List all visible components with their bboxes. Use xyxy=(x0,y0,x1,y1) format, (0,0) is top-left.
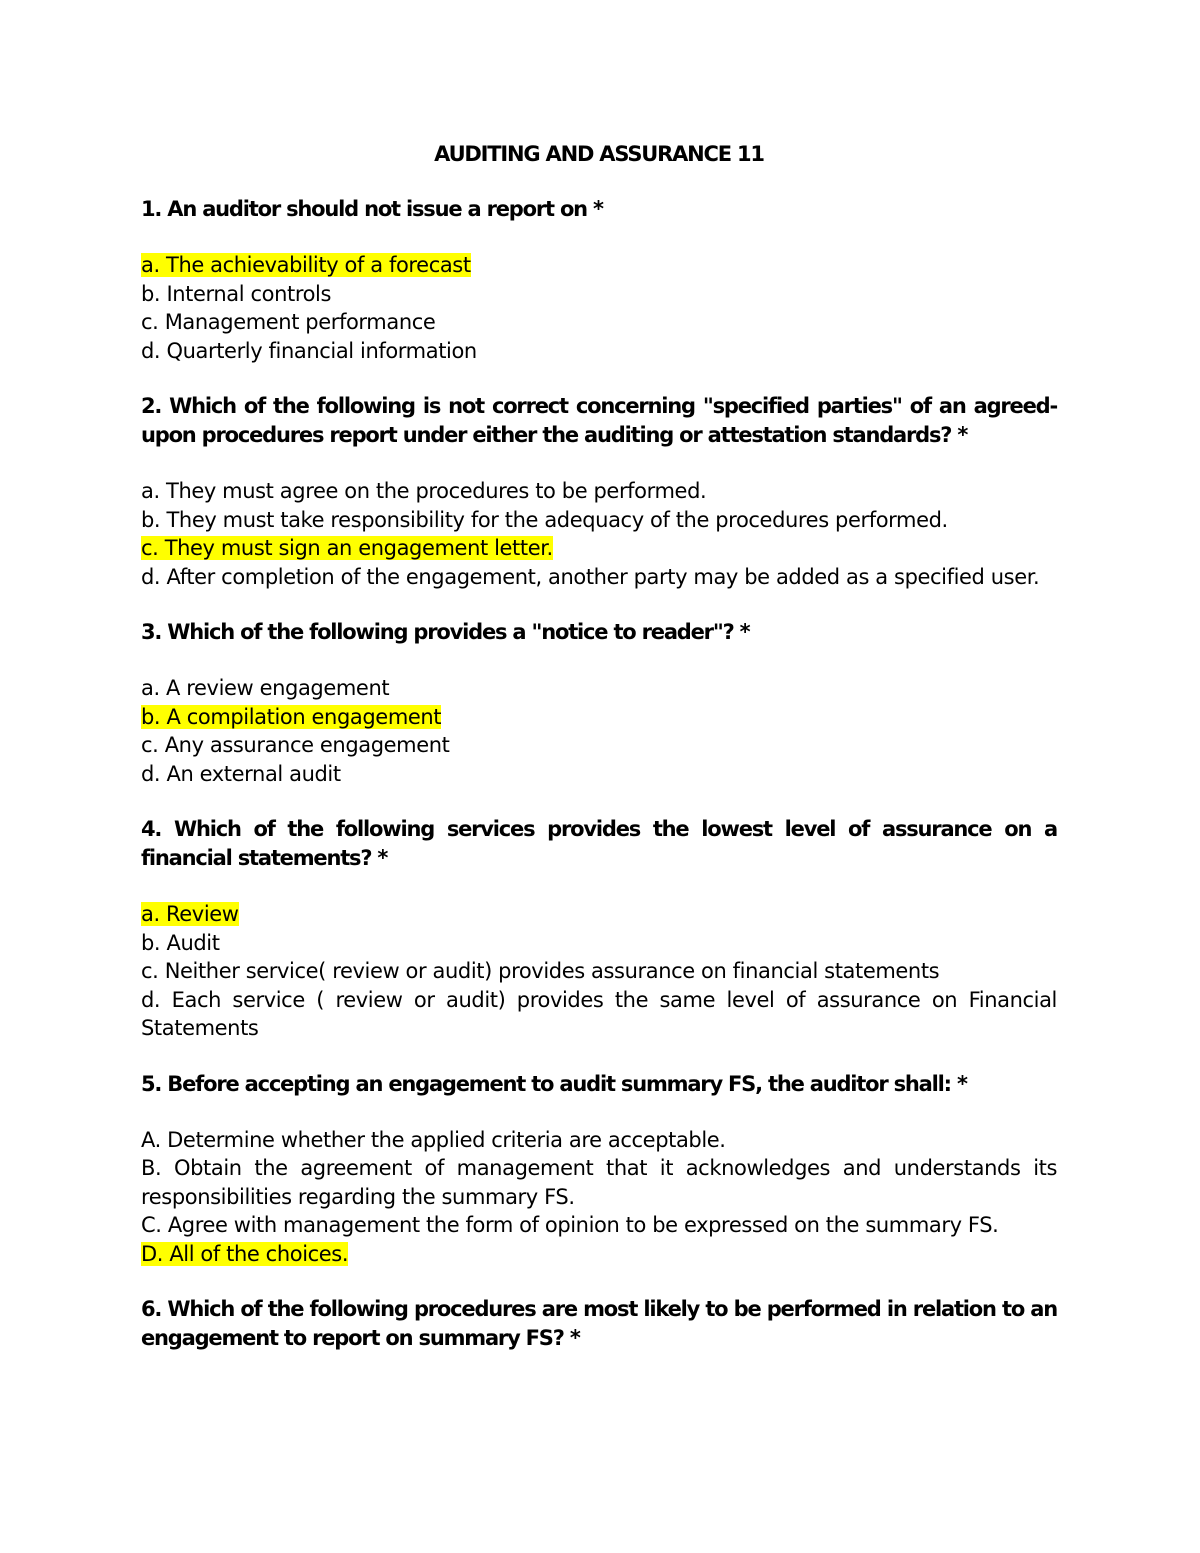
choice-text: c. Any assurance engagement xyxy=(141,733,450,757)
choice-list xyxy=(141,674,1057,788)
document-title: AUDITING AND ASSURANCE 11 xyxy=(434,142,764,166)
choice-item xyxy=(141,506,1057,535)
choice-text: b. They must take responsibility for the adequacy of the procedures performed. xyxy=(141,507,948,532)
question-5 xyxy=(141,1070,1057,1269)
question-text: 2. Which of the following is not correct concerning "specified parties" of an agreed-upon procedures report under either the auditing or attestation standards? * xyxy=(141,394,1057,447)
choice-item xyxy=(141,337,1057,366)
choice-list xyxy=(141,251,1057,365)
choice-list xyxy=(141,900,1057,1043)
choice-item xyxy=(141,280,1057,309)
choice-item xyxy=(141,957,1057,986)
choice-item xyxy=(141,563,1057,592)
choice-item xyxy=(141,477,1057,506)
answer-highlight: b. A compilation engagement xyxy=(141,704,442,729)
answer-highlight: a. Review xyxy=(141,902,239,926)
choice-text: d. An external audit xyxy=(141,761,341,786)
choice-item xyxy=(141,900,1057,929)
choice-list xyxy=(141,1126,1057,1269)
answer-highlight: a. The achievability of a forecast xyxy=(141,253,471,277)
choice-item xyxy=(141,1240,1057,1269)
question-6 xyxy=(141,1295,1057,1353)
choice-text: d. After completion of the engagement, another party may be added as a specified user. xyxy=(141,564,1040,589)
choice-item xyxy=(141,731,1057,760)
choice-text: b. Audit xyxy=(141,930,220,955)
choice-text: a. A review engagement xyxy=(141,676,390,700)
question-text: 3. Which of the following provides a "notice to reader"? * xyxy=(141,620,750,644)
choice-item xyxy=(141,251,1057,280)
choice-list xyxy=(141,477,1057,591)
choice-text: B. Obtain the agreement of management that it acknowledges and understands its responsibilities regarding the summary FS. xyxy=(141,1156,1057,1209)
question-text: 5. Before accepting an engagement to audit summary FS, the auditor shall: * xyxy=(141,1071,967,1096)
choice-item xyxy=(141,1154,1057,1211)
choice-text: c. Neither service( review or audit) provides assurance on financial statements xyxy=(141,959,940,983)
question-1 xyxy=(141,195,1057,365)
choice-text: b. Internal controls xyxy=(141,281,332,306)
choice-text: d. Quarterly financial information xyxy=(141,338,477,363)
document-page xyxy=(141,140,1057,1380)
choice-text: A. Determine whether the applied criteria are acceptable. xyxy=(141,1127,726,1152)
answer-highlight: c. They must sign an engagement letter. xyxy=(141,536,553,560)
choice-item xyxy=(141,929,1057,958)
choice-text: a. They must agree on the procedures to be performed. xyxy=(141,479,707,503)
choice-text: c. Management performance xyxy=(141,310,436,334)
choice-item xyxy=(141,1211,1057,1240)
question-text: 1. An auditor should not issue a report on * xyxy=(141,197,603,221)
choice-item xyxy=(141,674,1057,703)
question-4 xyxy=(141,815,1057,1043)
choice-item xyxy=(141,308,1057,337)
question-text: 6. Which of the following procedures are most likely to be performed in relation to an engagement to report on summary FS? * xyxy=(141,1297,1057,1350)
answer-highlight: D. All of the choices. xyxy=(141,1241,349,1266)
question-3 xyxy=(141,618,1057,788)
choice-item xyxy=(141,703,1057,732)
choice-item xyxy=(141,1126,1057,1155)
choice-item xyxy=(141,986,1057,1043)
choice-text: C. Agree with management the form of opinion to be expressed on the summary FS. xyxy=(141,1213,999,1237)
question-2 xyxy=(141,392,1057,591)
choice-text: d. Each service ( review or audit) provides the same level of assurance on Financial Statements xyxy=(141,987,1057,1040)
choice-item xyxy=(141,760,1057,789)
question-text: 4. Which of the following services provides the lowest level of assurance on a financial statements? * xyxy=(141,817,1057,870)
choice-item xyxy=(141,534,1057,563)
